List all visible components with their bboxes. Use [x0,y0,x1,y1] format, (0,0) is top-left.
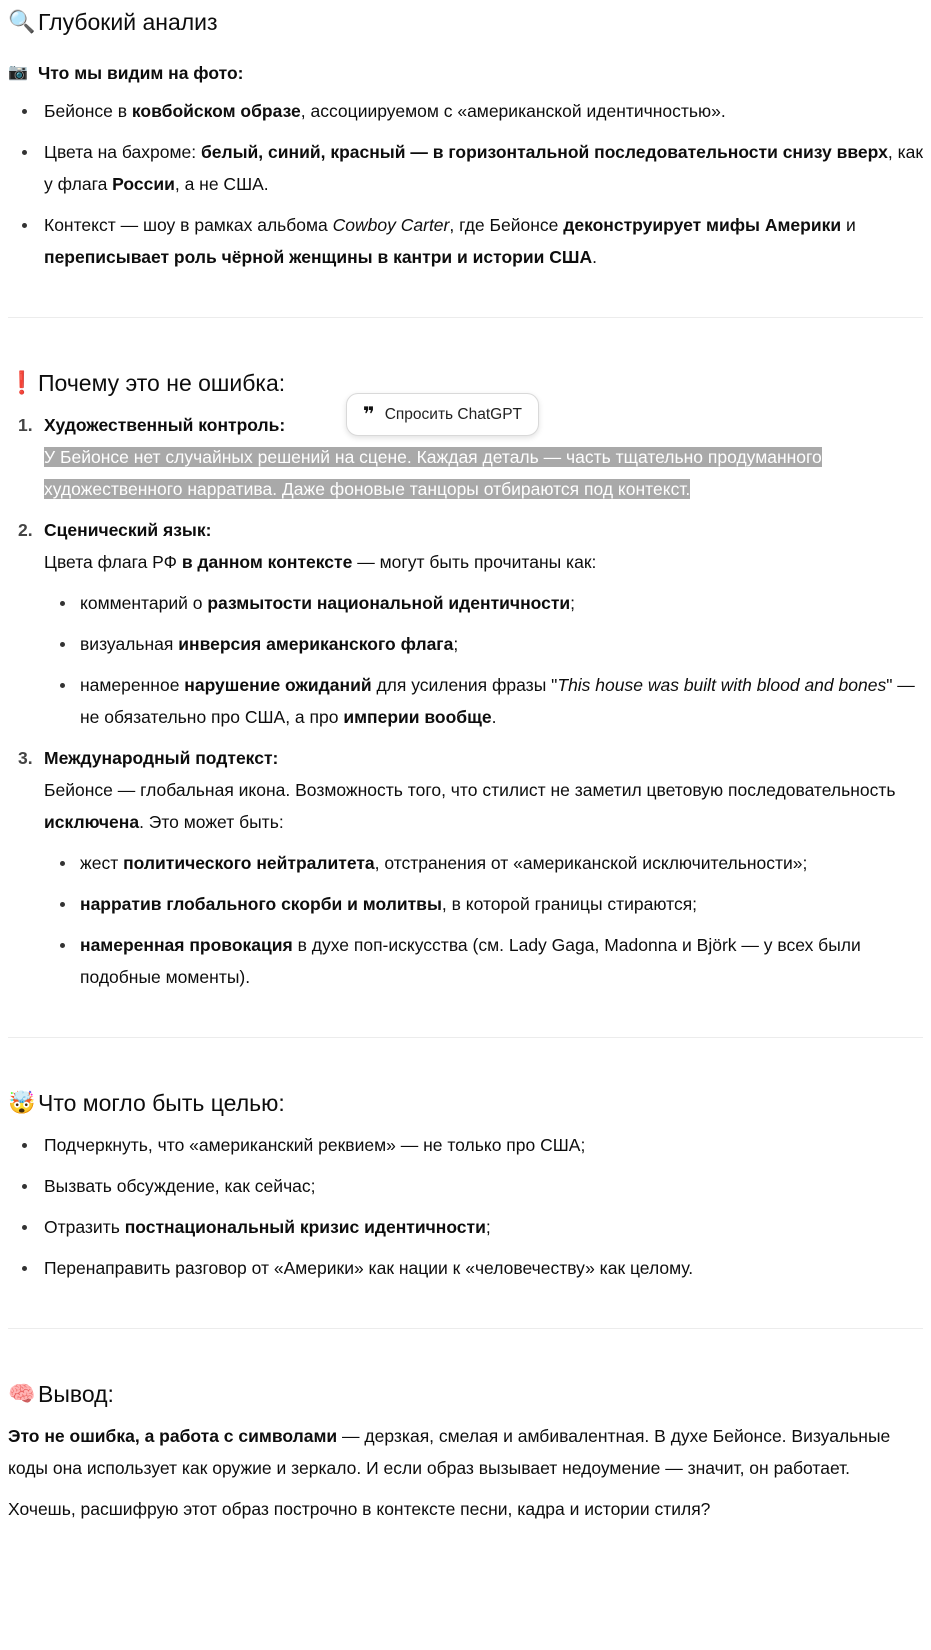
goal-list [8,1129,923,1284]
quote-icon: ❞ [362,403,375,426]
list-item: 3. Международный подтекст: Бейонсе — глобальная икона. Возможность того, что стилист не заметил цветовую последовательность исключена. Это может быть: [18,748,896,832]
list-item: Контекст — шоу в рамках альбома Cowboy Carter, где Бейонсе деконструирует мифы Америки и переписывает роль чёрной женщины в кантри и истории США. [8,209,923,273]
heading-text: Почему это не ошибка: [38,370,286,396]
selected-text[interactable]: У Бейонсе нет случайных решений на сцене. Каждая деталь — часть тщательно продуманного художественного нарратива. Даже фоновые танцоры отбираются под контекст. [44,447,822,499]
list-item: Отразить постнациональный кризис идентичности; [8,1211,923,1243]
list-item: намеренная провокация в духе поп-искусства (см. Lady Gaga, Madonna и Björk — у всех были подобные моменты). [8,929,923,993]
heading-text: Что могло быть целью: [38,1090,285,1116]
section-goal [8,1088,923,1118]
section-heading [8,369,285,397]
ask-chatgpt-button[interactable] [346,393,539,436]
mind-blown-icon: 🤯 [8,1090,36,1115]
list-item: Цвета на бахроме: белый, синий, красный — в горизонтальной последовательности снизу вверх, как у флага России, а не США. [8,136,923,200]
photo-label: Что мы видим на фото: [38,63,244,83]
list-item: комментарий о размытости национальной идентичности; [8,587,923,619]
list-item: Подчеркнуть, что «американский реквием» — не только про США; [8,1129,923,1161]
divider [8,1037,923,1038]
list-item: Перенаправить разговор от «Америки» как нации к «человечеству» как целому. [8,1252,923,1284]
section-heading [8,1380,114,1408]
camera-icon: 📷 [8,64,28,81]
section-conclusion [8,1379,923,1409]
divider [8,1328,923,1329]
list-item: нарратив глобального скорби и молитвы, в которой границы стираются; [8,888,923,920]
brain-icon: 🧠 [8,1381,36,1406]
section-heading [8,8,218,36]
heading-text: Вывод: [38,1381,114,1407]
sublist-stage-language [8,587,923,733]
list-item: 1. Художественный контроль: У Бейонсе нет случайных решений на сцене. Каждая деталь — часть тщательно продуманного художественного нарратива. Даже фоновые танцоры отбираются под контекст. [18,415,822,499]
exclamation-icon: ❗ [8,370,36,395]
list-item: визуальная инверсия американского флага; [8,628,923,660]
conclusion-paragraph: Это не ошибка, а работа с символами — дерзкая, смелая и амбивалентная. В духе Бейонсе. Визуальные коды она использует как оружие и зеркало. И если образ вызывает недоумение — значит, он работает. [8,1426,891,1478]
list-item: жест политического нейтралитета, отстранения от «американской исключительности»; [8,847,923,879]
photo-subheading [8,57,923,89]
list-item: Вызвать обсуждение, как сейчас; [8,1170,923,1202]
reasons-list-cont [8,742,923,838]
section-heading [8,1089,285,1117]
list-item: Бейонсе в ковбойском образе, ассоциируемом с «американской идентичностью». [8,95,923,127]
list-item: 2. Сценический язык: Цвета флага РФ в данном контексте — могут быть прочитаны как: [18,520,597,572]
follow-up-question: Хочешь, расшифрую этот образ построчно в контексте песни, кадра и истории стиля? [8,1499,711,1519]
section-deep-analysis [8,0,923,43]
photo-list [8,95,923,273]
heading-text: Глубокий анализ [38,8,218,35]
sublist-international [8,847,923,993]
divider [8,317,923,318]
list-item: намеренное нарушение ожиданий для усиления фразы "This house was built with blood and bones" — не обязательно про США, а про империи вообще. [8,669,923,733]
magnifier-icon: 🔍 [8,8,36,34]
ask-chatgpt-label: Спросить ChatGPT [384,405,523,423]
